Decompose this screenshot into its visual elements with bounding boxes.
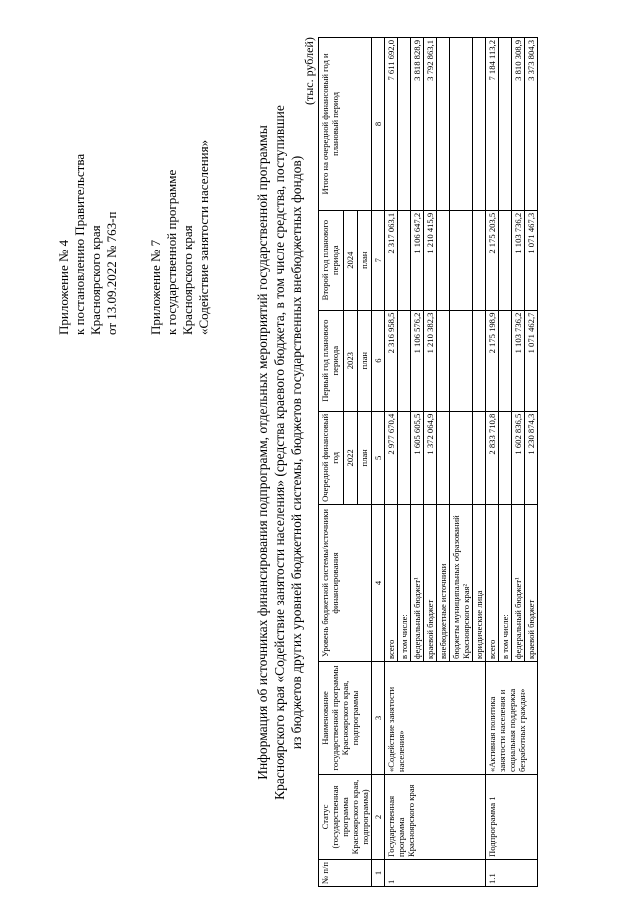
value-2023: 1 071 462,7 [525, 310, 538, 411]
value-2022: 2 833 710,8 [486, 411, 499, 504]
column-number: 6 [372, 310, 385, 411]
value-2023: 1 106 576,2 [411, 310, 424, 411]
header-level: Уровень бюджетной системы/источники финансирования [319, 505, 372, 662]
value-2022 [398, 411, 411, 504]
program-name: «Содействие занятости населения» [385, 662, 486, 775]
value-2023 [437, 310, 450, 411]
value-2022: 1 605 605,5 [411, 411, 424, 504]
level-cell: федеральный бюджет¹ [512, 505, 525, 662]
value-2022 [473, 411, 486, 504]
level-cell: всего [486, 505, 499, 662]
table-row [385, 38, 398, 887]
value-total [437, 38, 450, 211]
value-total: 7 184 113,2 [486, 38, 499, 211]
header-year-2022: 2022 [343, 411, 357, 504]
value-total [473, 38, 486, 211]
value-2022: 1 230 874,3 [525, 411, 538, 504]
value-2024 [499, 210, 512, 310]
value-total: 3 373 804,3 [525, 38, 538, 211]
value-2024: 1 106 647,2 [411, 210, 424, 310]
value-total [398, 38, 411, 211]
units-label: (тыс. рублей) [302, 37, 316, 105]
value-total: 3 810 308,9 [512, 38, 525, 211]
column-number: 2 [372, 775, 385, 860]
level-cell: краевой бюджет [525, 505, 538, 662]
header-year-2024: 2024 [343, 210, 357, 310]
document-title [254, 0, 305, 905]
value-2024: 1 210 415,9 [424, 210, 437, 310]
value-total: 3 792 863,1 [424, 38, 437, 211]
value-2023: 2 316 958,5 [385, 310, 398, 411]
column-number: 1 [372, 860, 385, 887]
appendix-program-line: Красноярского края [180, 225, 195, 335]
value-2024 [398, 210, 411, 310]
value-2023 [398, 310, 411, 411]
value-2024 [473, 210, 486, 310]
appendix-decree-line: к постановлению Правительства [72, 153, 87, 335]
header-total: Итого на очередной финансовый год и плановый период [319, 38, 372, 211]
level-cell: внебюджетные источники [437, 505, 450, 662]
level-cell: юридические лица [473, 505, 486, 662]
header-plan: план [357, 411, 371, 504]
table-row [486, 38, 499, 887]
header-2023: Первый год планового периода [319, 310, 344, 411]
value-2022: 2 977 670,4 [385, 411, 398, 504]
value-2023: 2 175 198,9 [486, 310, 499, 411]
level-cell: в том числе: [499, 505, 512, 662]
value-2023 [499, 310, 512, 411]
appendix-decree-line: от 13.09.2022 № 763-п [104, 211, 119, 335]
header-2022: Очередной финансовый год [319, 411, 344, 504]
column-number: 8 [372, 38, 385, 211]
value-2024: 1 071 467,3 [525, 210, 538, 310]
appendix-program-line: к государственной программе [164, 169, 179, 335]
header-num: № п/п [319, 860, 372, 887]
header-2024: Второй год планового периода [319, 210, 344, 310]
column-number: 4 [372, 505, 385, 662]
value-2022: 1 372 064,9 [424, 411, 437, 504]
program-num: 1 [385, 860, 486, 887]
header-status: Статус (государственная программа Красноярского края, подпрограмма) [319, 775, 372, 860]
value-total: 3 818 828,9 [411, 38, 424, 211]
value-2023 [473, 310, 486, 411]
value-2022: 1 602 836,5 [512, 411, 525, 504]
value-total [450, 38, 473, 211]
value-2024 [450, 210, 473, 310]
appendix-program-line: Приложение № 7 [148, 239, 163, 335]
level-cell: всего [385, 505, 398, 662]
column-number: 7 [372, 210, 385, 310]
value-2024: 1 103 736,2 [512, 210, 525, 310]
value-2024: 2 317 063,1 [385, 210, 398, 310]
level-cell: федеральный бюджет¹ [411, 505, 424, 662]
value-2023: 1 210 382,3 [424, 310, 437, 411]
column-number: 5 [372, 411, 385, 504]
title-line: Информация об источниках финансирования подпрограмм, отдельных мероприятий государственной программы [255, 125, 270, 780]
value-2022 [499, 411, 512, 504]
column-number: 3 [372, 662, 385, 775]
level-cell: краевой бюджет [424, 505, 437, 662]
value-2023: 1 103 736,2 [512, 310, 525, 411]
subprogram-status: Подпрограмма 1 [486, 775, 538, 860]
level-cell: бюджеты муниципальных образований Красноярского края² [450, 505, 473, 662]
value-2022 [437, 411, 450, 504]
title-line: Красноярского края «Содействие занятости населения» (средства краевого бюджета, в том числе средства, поступившие [272, 105, 287, 800]
header-name: Наименование государственной программы Красноярского края, подпрограммы [319, 662, 372, 775]
column-number-row [372, 38, 385, 887]
appendix-decree-block [56, 35, 120, 335]
header-plan: план [357, 310, 371, 411]
program-status: Государственная программа Красноярского края [385, 775, 486, 860]
level-cell: в том числе: [398, 505, 411, 662]
value-2024 [437, 210, 450, 310]
header-plan: план [357, 210, 371, 310]
financing-table [318, 37, 538, 887]
subprogram-name: «Активная политика занятости населения и социальная поддержка безработных граждан» [486, 662, 538, 775]
value-2023 [450, 310, 473, 411]
value-2024: 2 175 203,5 [486, 210, 499, 310]
appendix-program-line: «Содействие занятости населения» [196, 139, 211, 335]
header-year-2023: 2023 [343, 310, 357, 411]
value-total [499, 38, 512, 211]
value-total: 7 611 692,0 [385, 38, 398, 211]
value-2022 [450, 411, 473, 504]
appendix-decree-line: Приложение № 4 [56, 239, 71, 335]
appendix-program-block [148, 35, 212, 335]
title-line: из бюджетов других уровней бюджетной системы, бюджетов государственных внебюджетных фондов) [289, 155, 304, 750]
subprogram-num: 1.1 [486, 860, 538, 887]
appendix-decree-line: Красноярского края [88, 225, 103, 335]
